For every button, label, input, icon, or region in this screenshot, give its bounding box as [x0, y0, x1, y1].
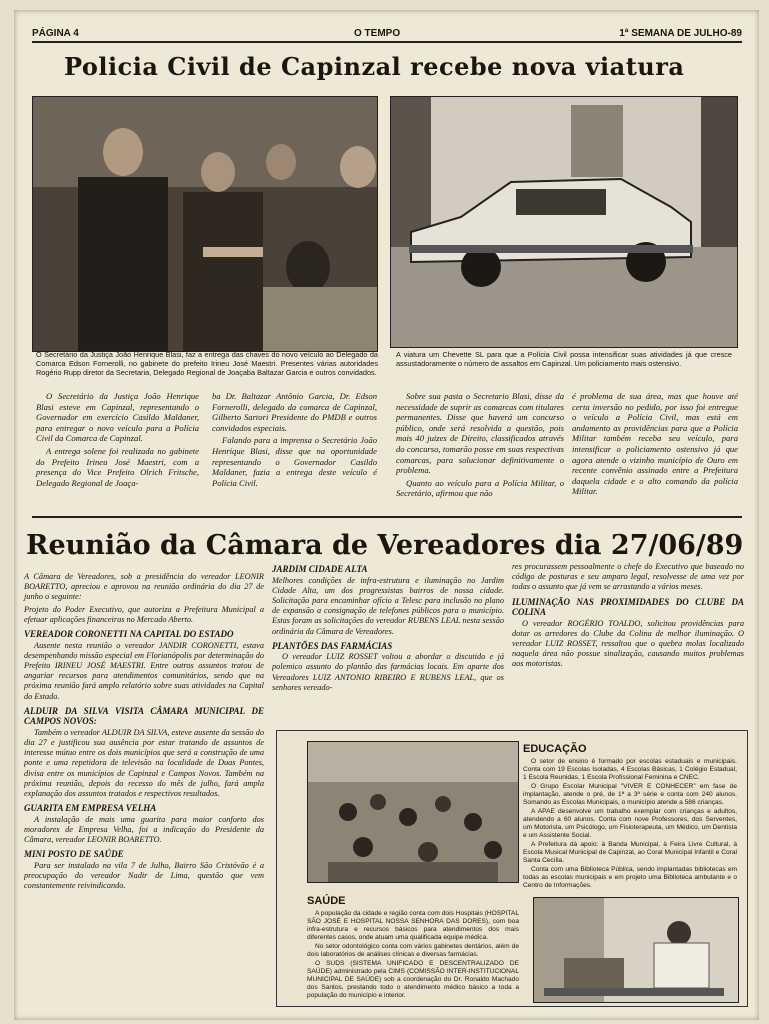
newspaper-name: O TEMPO: [354, 28, 401, 39]
issue-date: 1ª SEMANA DE JULHO-89: [619, 28, 742, 39]
subheading: ILUMINAÇÃO NAS PROXIMIDADES DO CLUBE DA COLINA: [512, 596, 744, 618]
health-section: [307, 891, 519, 1001]
article1-headline: Policia Civil de Capinzal recebe nova viatura: [64, 52, 685, 81]
photo-dentist: [533, 897, 739, 1003]
article1-col1: [36, 391, 199, 490]
paragraph: Falando para a imprensa o Secretário João Henrique Blasi, disse que na oportunidade representando o Governador Casildo Maldaner, fazia a entrega deste veículo é Polícia Civil.: [212, 435, 377, 488]
article2-col3: [512, 562, 744, 672]
article1-col2: [212, 391, 377, 490]
photo-classroom: [307, 741, 519, 883]
photo-police-car: [390, 96, 738, 348]
paragraph: Projeto do Poder Executivo, que autoriza a Prefeitura Municipal a efetuar aplicações financeiras no Mercado Aberto.: [24, 604, 264, 624]
paragraph: A APAE desenvolve um trabalho exemplar com crianças e adultos, atendendo a 60 alunos. Conta com nove Professores, dos Serventes, um Motorista, um Psicólogo, um Fisioterapeuta, um Médico, um Dentista e um Assistente Social.: [523, 808, 737, 839]
paragraph: A população da cidade e região conta com dois Hospitais (HOSPITAL SÃO JOSÉ E HOSPITAL NOSSA SENHORA DAS DORES), com boa infra-estrutura e recursos básicos para atendimentos dos mais diferentes casos, onde atuam uma qualificada equipe médica.: [307, 910, 519, 941]
subheading: ALDUIR DA SILVA VISITA CÂMARA MUNICIPAL DE CAMPOS NOVOS:: [24, 705, 264, 727]
paragraph: No setor odontológico conta com vários gabinetes dentários, além de dois laboratórios de análises clínicas e diversas farmácias.: [307, 943, 519, 958]
header-rule: [32, 41, 742, 43]
paragraph: A entrega solene foi realizada no gabinete do Prefeito Irineu José Maestri, com a presença do Vice Prefeito Olrich Fritsche, Delegado Regional de Joaça-: [36, 445, 199, 488]
photo-key-handover: [32, 96, 378, 352]
paragraph: Também o vereador ALDUIR DA SILVA, esteve ausente da sessão do dia 27 e justificou sua ausência por estar tratando de assuntos de interesse mútuo entre os dois municípios que será a construção de uma ponte e uma repetidora de televisão na localidade de Duas Pontes, divisa entre os municípios de Capinzal e Campos Novos. Também na próxima reunião, depois do recesso do mês de julho, fará ampla explanação dos assuntos tratados e respectivos resultados.: [24, 727, 264, 798]
section-rule: [32, 516, 742, 518]
paragraph: é problema de sua área, mas que houve até certa inversão no pedido, por isso foi entregue o veículo a Polícia Civil, mas está em andamento as providências para que a Polícia Militar também receba seu veículo, para intensificar o policiamento ostensivo já que agora atende o vizinho município de Ouro em recente convênio assinado entre a Prefeitura daquela cidade e o alto comando da polícia Militar.: [572, 391, 738, 497]
article2-col1: [24, 572, 264, 893]
paragraph: Ausente nesta reunião o vereador JANDIR CORONETTI, estava desempenhando missão especial em Florianópolis por determinação do Prefeito IRINEU JOSÉ MAESTRI. Entre outros assuntos tratou de angariar recursos para atendimentos comunitários, sendo que na próxima reunião fará amplo relatório sobre suas atividades na Capital do Estado.: [24, 640, 264, 701]
paragraph: A instalação de mais uma guarita para maior conforto dos moradores de Empresa Velha, foi a indicação do Presidente da Câmara, vereador LEONIR BOARETTO.: [24, 814, 264, 845]
paragraph: O setor de ensino é formado por escolas estaduais e municipais. Conta com 19 Escolas Isoladas, 4 Escolas Básicas, 1 Colégio Estadual, 1 Escola Reunidas, 1 Escola Profissional Feminina e CNEC.: [523, 758, 737, 781]
subheading: GUARITA EM EMPRESA VELHA: [24, 803, 157, 814]
article2-headline: Reunião da Câmara de Vereadores dia 27/06/89: [26, 530, 744, 561]
article2-col2: [272, 560, 504, 695]
paragraph: O vereador LUIZ ROSSET voltou a abordar o discutido e já polemico assunto do plantão das farmácias locais. Em aparte dos Vereadores LUIZ ANTONIO RIBEIRO E RUBENS LEAL, que os senhores vereado-: [272, 652, 504, 692]
subheading: VEREADOR CORONETTI NA CAPITAL DO ESTADO: [24, 629, 234, 640]
education-title: EDUCAÇÃO: [523, 743, 587, 755]
paragraph: A Câmara de Vereadores, sob a presidência do vereador LEONIR BOARETTO, apreciou e aprovou na reunião ordinária do dia 27 de junho o seguinte:: [24, 572, 264, 602]
photo-caption-right: A viatura um Chevette SL para que a Polícia Civil possa intensificar suas atividades já que cresce assustadoramente o número de assaltos em Capinzal. Um policiamento mais ostensivo.: [396, 350, 732, 368]
paragraph: Para ser instalado na vila 7 de Julho, Bairro São Cristóvão é a preocupação do vereador Nadir de Lima, questão que vem constantemente reivindicando.: [24, 860, 264, 891]
newspaper-page: [14, 10, 759, 1020]
health-text: [307, 910, 519, 1000]
subheading: PLANTÕES DAS FARMÁCIAS: [272, 640, 393, 651]
page-header: [32, 24, 742, 42]
paragraph: res procurassem pessoalmente o chefe do Executivo que baseado no código de posturas e seu amparo legal, resolvesse de uma vez por todas o assunto que já vem se arrastando a vários meses.: [512, 562, 744, 592]
paragraph: Conta com uma Biblioteca Pública, sendo implantadas bibliotecas em todas as escolas municipais e em projeto uma Biblioteca ambulante e o Centro de Informações.: [523, 866, 737, 889]
education-section: [523, 739, 737, 891]
health-title: SAÚDE: [307, 895, 346, 907]
paragraph: Quanto ao veículo para a Polícia Militar, o Secretário, afirmou que não: [396, 477, 564, 499]
paragraph: Sobre sua pasta o Secretario Blasi, disse da necessidade de suprir as comarcas com titulares permanentes. Disse que haverá um concurso público, onde será resolvida a questão, pois mais 40 juizes de Direito, classificados através do concurso, tomarão posse em suas respectivas comarcas, para solucionar definitivamente o problema.: [396, 391, 564, 476]
photo-caption-left: O Secretário da Justiça João Henrique Blasi, faz a entrega das chaves do novo veículo ao Delegado da Comarca Edson Fornerolli, no gabinete do prefeito Irineu José Maestri. Presentes várias autoridades Rogério Rupp diretor da Secretaria, Delegado Regional de Joaçaba Baltazar Garcia e outros convidados.: [36, 350, 378, 377]
paragraph: O SUDS (SISTEMA UNIFICADO E DESCENTRALIZADO DE SAÚDE) administrado pela CIMS (COMISSÃO INTER-INSTITUCIONAL MUNICIPAL DE SAÚDE) sob a coordenação do Dr. Ronaldo Machado dos Santos, prestando todo o atendimento médico básico a toda a população do município e interior.: [307, 960, 519, 999]
article1-col4: [572, 391, 738, 499]
paragraph: O Secretário da Justiça João Henrique Blasi esteve em Capinzal, representando o Governador em exercício Casildo Maldaner, para entregar o novo veículo para a Polícia Civil da Comarca de Capinzal.: [36, 391, 199, 444]
paragraph: Melhores condições de infra-estrutura e iluminação no Jardim Cidade Alta, um dos progressistas bairros de nossa cidade. Solicitação para encaminhar ofício a Telesc para inclusão no plano de expansão a consignação de telefones públicos para o município. Estas foram as solicitações do vereador RUBENS LEAL nesta sessão ordinária da Câmara de Vereadores.: [272, 575, 504, 636]
subheading: JARDIM CIDADE ALTA: [272, 564, 368, 574]
paragraph: O vereador ROGÉRIO TOALDO, solicitou providências para dotar os arredores do Clube da Colina de melhor iluminação. O vereador LUIZ ROSSET, ressaltou que o quebra molas localizado naquela área não possue sinalização, causando muitos problemas aos motoristas.: [512, 618, 744, 669]
paragraph: ba Dr. Baltazar Antônio Garcia, Dr. Edson Fornerolli, delegado da comarca de Capinzal, Gilberto Sartori Presidente do PMDB e outros convidados especiais.: [212, 391, 377, 433]
paragraph: A Prefeitura dá apoio: à Banda Municipal, à Feira Livre Cultural, à Escola Musical Municipal de Capinzal, ao Coral Municipal Infantil e Coral Santa Cecília.: [523, 841, 737, 864]
article1-col3: [396, 391, 564, 501]
education-text: [523, 758, 737, 890]
subheading: MINI POSTO DE SAÚDE: [24, 849, 124, 860]
education-health-box: [276, 730, 748, 1007]
paragraph: O Grupo Escolar Municipal "VIVER E CONHECER" em fase de implantação, atende o pré, de 1ª a 3ª série e conta com 240 alunos. Somando as Escolas Municipais, o município atende a 586 crianças.: [523, 783, 737, 806]
page-number: PÁGINA 4: [32, 28, 79, 39]
